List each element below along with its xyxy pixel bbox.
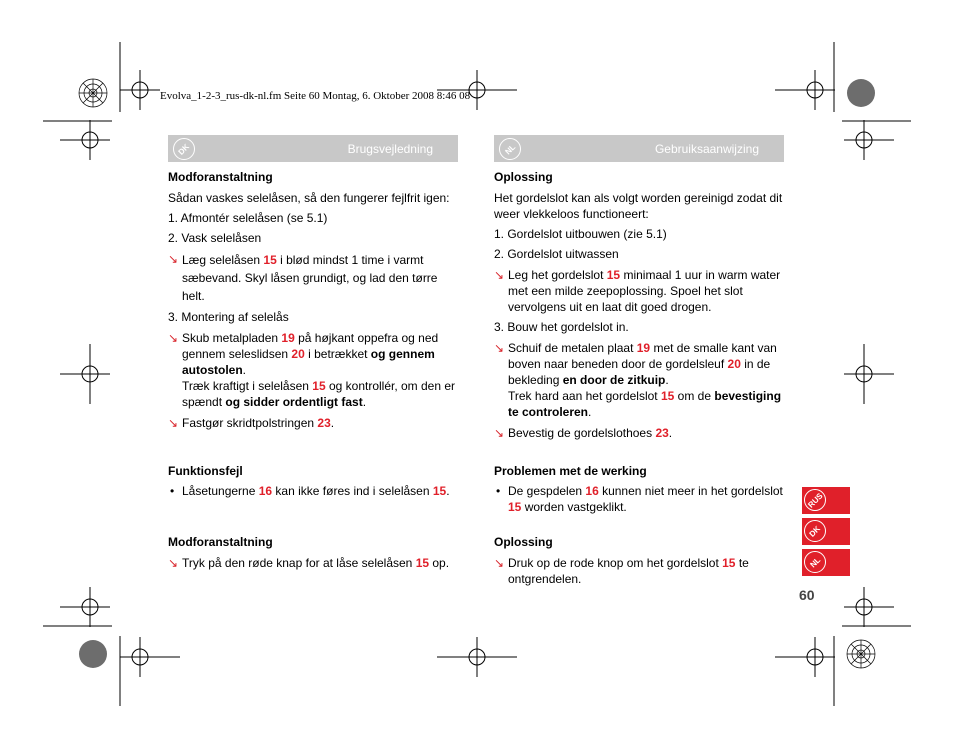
instruction-item: ↘ Druk op de rode knop om het gordelslot 15 te ontgrendelen.	[494, 556, 749, 586]
section-bar-dk	[168, 135, 458, 162]
dk-badge-icon: DK	[804, 520, 826, 542]
crosshair-icon	[60, 120, 110, 160]
section-bar-nl	[494, 135, 784, 162]
column-nl-section2	[494, 463, 786, 515]
list-item: • De gespdelen 16 kunnen niet meer in het gordelslot 15 worden vastgeklikt.	[496, 484, 783, 514]
crosshair-icon	[775, 70, 835, 110]
arrow-icon: ↘	[494, 341, 505, 355]
section-heading: Modforanstaltning	[168, 170, 273, 184]
nl-badge-icon: NL	[499, 138, 521, 160]
arrow-icon: ↘	[494, 426, 505, 440]
language-tab-dk	[802, 518, 850, 545]
instruction-item: ↘ Tryk på den røde knap for at låse selelåsen 15 op.	[168, 556, 450, 570]
nl-badge-icon: NL	[804, 551, 826, 573]
step-text: 3. Montering af selelås	[168, 310, 289, 324]
arrow-icon: ↘	[168, 252, 179, 266]
section-heading: Problemen met de werking	[494, 464, 647, 478]
step-text: 2. Vask selelåsen	[168, 231, 262, 245]
language-tab-nl	[802, 549, 850, 576]
dk-badge-icon: DK	[173, 138, 195, 160]
crosshair-icon	[120, 70, 160, 110]
crosshair-icon	[60, 587, 110, 627]
file-header-text: Evolva_1-2-3_rus-dk-nl.fm Seite 60 Montag, 6. Oktober 2008 8:46 08	[160, 90, 471, 102]
instruction-item: ↘ Læg selelåsen 15 i blød mindst 1 time i varmt sæbevand. Skyl låsen grundigt, og lad den tørre helt.	[168, 252, 438, 303]
star-target-icon	[847, 640, 875, 668]
instruction-item: ↘ Bevestig de gordelslothoes 23.	[494, 426, 673, 440]
section-heading: Funktionsfejl	[168, 464, 243, 478]
arrow-icon: ↘	[494, 556, 505, 570]
crosshair-icon	[844, 344, 894, 404]
instruction-item: ↘ Leg het gordelslot 15 minimaal 1 uur in warm water met een milde zeepoplossing. Spoel het slot vervolgens uit en laat dit goed drogen.	[494, 268, 781, 314]
instruction-item: ↘ Schuif de metalen plaat 19 met de smalle kant van boven naar beneden door de gordelsleuf 20 in de bekleding en door de zitkuip. Trek hard aan het gordelslot 15 om de bevestiging te controleren.	[494, 341, 782, 419]
language-tab-rus	[802, 487, 850, 514]
star-target-icon	[79, 79, 107, 107]
section-heading: Oplossing	[494, 170, 553, 184]
column-nl-section3	[494, 534, 786, 587]
column-dk-section3	[168, 534, 460, 571]
column-dk-section2	[168, 463, 460, 499]
rus-badge-icon: RUS	[805, 490, 825, 510]
intro-text: Het gordelslot kan als volgt worden gereinigd zodat dit weer vlekkeloos functioneert:	[494, 191, 783, 221]
section-heading: Modforanstaltning	[168, 535, 273, 549]
bullet-icon: •	[496, 484, 501, 498]
step-text: 1. Gordelslot uitbouwen (zie 5.1)	[494, 227, 667, 241]
bar-title: Brugsvejledning	[347, 142, 433, 156]
crosshair-icon	[844, 120, 894, 160]
bullet-icon: •	[170, 484, 175, 498]
column-nl	[494, 169, 786, 441]
column-dk	[168, 169, 460, 431]
step-text: 1. Afmontér selelåsen (se 5.1)	[168, 211, 328, 225]
arrow-icon: ↘	[494, 268, 505, 282]
arrow-icon: ↘	[168, 331, 179, 345]
arrow-icon: ↘	[168, 556, 179, 570]
crosshair-icon	[844, 587, 894, 627]
crosshair-icon	[437, 637, 517, 677]
intro-text: Sådan vaskes selelåsen, så den fungerer fejlfrit igen:	[168, 191, 450, 205]
bar-title: Gebruiksaanwijzing	[654, 142, 759, 156]
arrow-icon: ↘	[168, 416, 179, 430]
instruction-item: ↘ Skub metalpladen 19 på højkant oppefra og ned gennem seleslidsen 20 i betrækket og gennem autostolen. Træk kraftigt i selelåsen 15 og kontrollér, om den er spændt og sidder ordentligt fast.	[168, 331, 456, 409]
instruction-item: ↘ Fastgør skridtpolstringen 23.	[168, 416, 335, 430]
section-heading: Oplossing	[494, 535, 553, 549]
gray-target-icon	[79, 640, 107, 668]
page-number: 60	[799, 587, 815, 603]
crosshair-icon	[775, 637, 835, 677]
step-text: 3. Bouw het gordelslot in.	[494, 320, 629, 334]
list-item: • Låsetungerne 16 kan ikke føres ind i selelåsen 15.	[170, 484, 450, 498]
crosshair-icon	[60, 344, 110, 404]
crosshair-icon	[120, 637, 180, 677]
step-text: 2. Gordelslot uitwassen	[494, 247, 619, 261]
gray-target-icon	[847, 79, 875, 107]
